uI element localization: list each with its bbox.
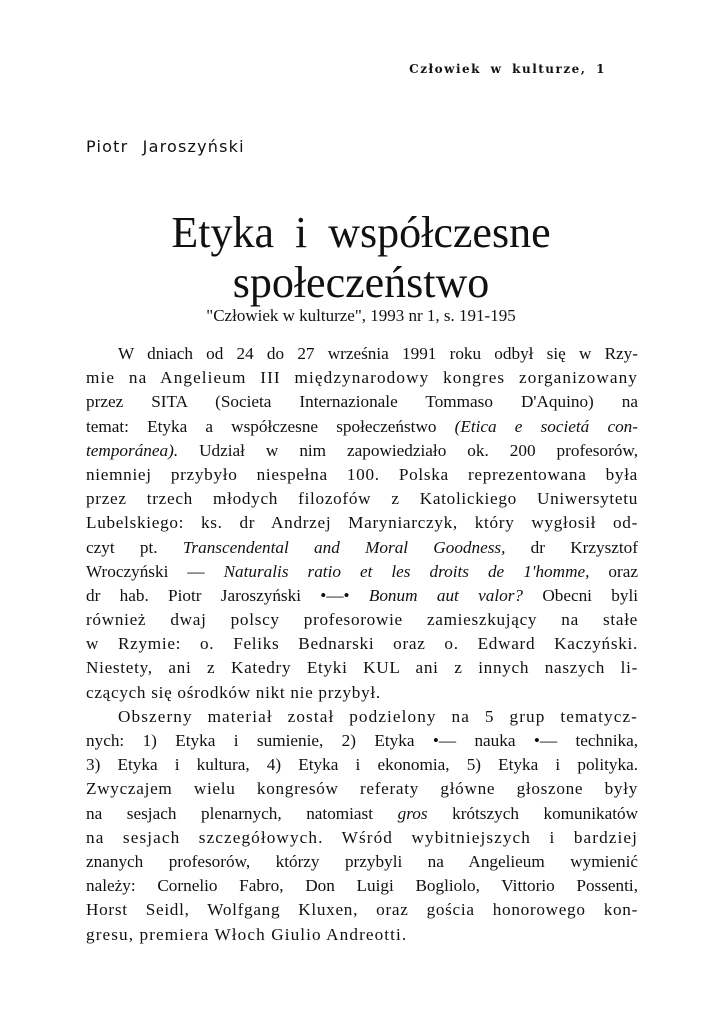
italic-span: Transcendental and Moral Goodness,: [182, 537, 506, 557]
italic-span: Bonum aut valor?: [368, 585, 523, 605]
text-line: [86, 802, 638, 826]
italic-span: (Etica e societá con-: [454, 416, 638, 436]
italic-span: Naturalis ratio et les droits de 1'homme,: [223, 561, 590, 581]
title-line-1: Etyka i współczesne: [171, 208, 551, 257]
text-line: Horst Seidl, Wolfgang Kluxen, oraz gościa honorowego kon-: [86, 900, 638, 920]
citation: "Człowiek w kulturze", 1993 nr 1, s. 191-195: [206, 306, 516, 325]
text-line: czących się ośrodków nikt nie przybył.: [86, 682, 381, 702]
text-line: na sesjach szczegółowych. Wśród wybitniejszych i bardziej: [86, 827, 638, 847]
text-line: znanych profesorów, którzy przybyli na Angelieum wymienić: [86, 851, 638, 871]
text-line: przez SITA (Societa Internazionale Tommaso D'Aquino) na: [86, 392, 638, 412]
text-line: gresu, premiera Włoch Giulio Andreotti.: [86, 924, 408, 944]
text-line: Obszerny materiał został podzielony na 5 grup tematycz-: [118, 706, 638, 726]
text-line: w Rzymie: o. Feliks Bednarski oraz o. Edward Kaczyński.: [86, 634, 638, 654]
text-line: Niestety, ani z Katedry Etyki KUL ani z innych naszych li-: [86, 658, 638, 678]
text-line: [86, 439, 638, 463]
text-span: dr Krzysztof: [505, 537, 639, 557]
text-span: Udział w nim zapowiedziało ok. 200 profesorów,: [178, 440, 638, 460]
text-line: [86, 584, 638, 608]
text-line: Lubelskiego: ks. dr Andrzej Maryniarczyk, który wygłosił od-: [86, 513, 638, 533]
text-line: niemniej przybyło niespełna 100. Polska reprezentowana była: [86, 464, 638, 484]
text-line: mie na Angelieum III międzynarodowy kongres zorganizowany: [86, 368, 638, 388]
text-span: Obecni byli: [523, 585, 638, 605]
text-line: W dniach od 24 do 27 września 1991 roku odbył się w Rzy-: [118, 344, 638, 363]
text-span: czyt pt.: [86, 537, 183, 557]
text-span: Wroczyński —: [86, 561, 224, 581]
text-line: [86, 560, 638, 584]
running-head: Człowiek w kulturze, 1: [409, 62, 606, 76]
text-line: Zwyczajem wielu kongresów referaty główne głoszone były: [86, 779, 638, 799]
text-span: temat: Etyka a współczesne społeczeństwo: [86, 416, 455, 436]
text-line: należy: Cornelio Fabro, Don Luigi Bogliolo, Vittorio Possenti,: [86, 876, 638, 896]
article-title: [0, 208, 722, 308]
text-line: nych: 1) Etyka i sumienie, 2) Etyka •— nauka •— technika,: [86, 731, 638, 750]
text-span: dr hab. Piotr Jaroszyński •—•: [86, 585, 369, 605]
text-line: przez trzech młodych filozofów z Katolickiego Uniwersytetu: [86, 489, 638, 509]
text-span: na sesjach plenarnych, natomiast: [86, 803, 398, 823]
author-name: Piotr Jaroszyński: [86, 137, 245, 156]
title-line-2: społeczeństwo: [232, 258, 490, 307]
italic-span: temporánea).: [86, 440, 179, 460]
text-span: krótszych komunikatów: [427, 803, 638, 823]
text-span: oraz: [589, 561, 638, 581]
text-line: [86, 415, 638, 439]
text-line: również dwaj polscy profesorowie zamieszkujący na stałe: [86, 610, 638, 630]
article-body: [86, 342, 638, 947]
italic-span: gros: [397, 803, 428, 823]
text-line: [86, 536, 638, 560]
text-line: 3) Etyka i kultura, 4) Etyka i ekonomia, 5) Etyka i polityka.: [86, 755, 638, 775]
